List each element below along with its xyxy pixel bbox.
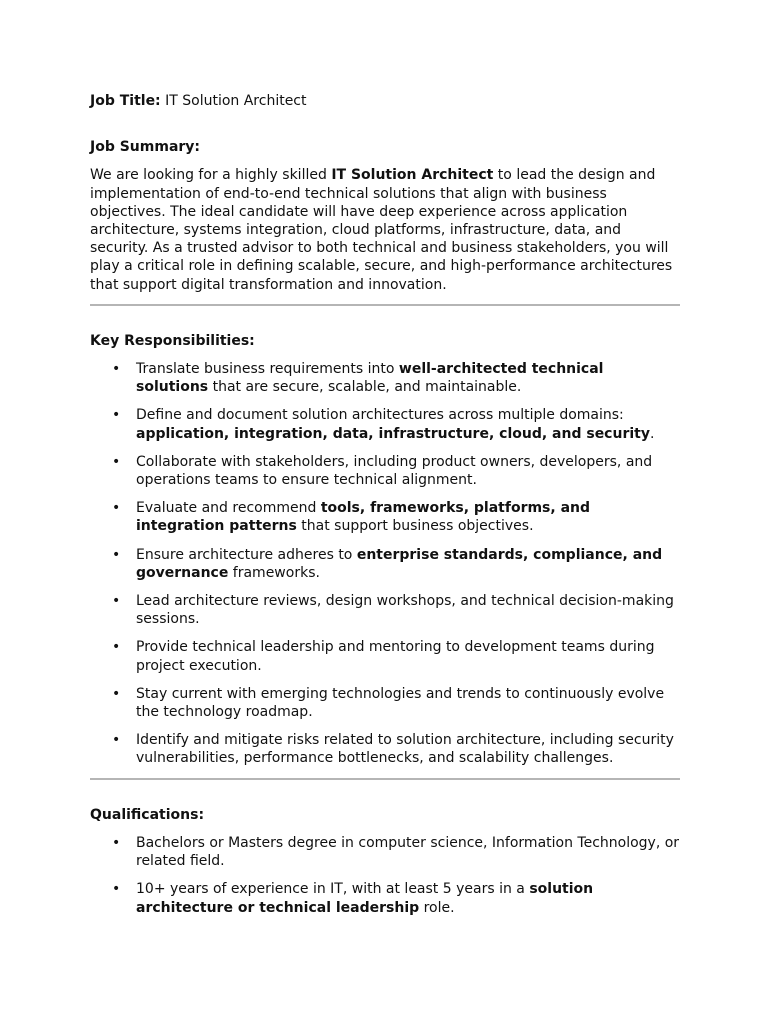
item-text: Ensure architecture adheres to [136,546,357,563]
bullet-marker: • [112,453,121,470]
item-text: frameworks. [228,564,320,581]
list-item [90,453,680,489]
bullet-marker: • [112,685,121,702]
job-title-value: IT Solution Architect [160,93,307,109]
item-text: Lead architecture reviews, design workshops, and technical decision-making sessions. [136,593,674,628]
bullet-marker: • [112,407,121,424]
item-bold-text: enterprise standards, compliance, and governance [136,546,663,581]
job-title-line [90,92,680,110]
list-item [90,499,680,535]
item-text: that are secure, scalable, and maintainable. [208,379,522,396]
list-item [90,360,680,396]
summary-paragraph [90,166,680,293]
bullet-marker: • [112,732,121,749]
responsibilities-heading: Key Responsibilities: [90,332,255,349]
list-item [90,638,680,674]
qualifications-heading: Qualifications: [90,806,205,823]
section-divider [90,304,680,306]
item-text: Translate business requirements into [136,361,399,378]
item-bold-text: tools, frameworks, platforms, and integration patterns [136,500,591,535]
item-bold-text: solution architecture or technical leadership [136,881,594,916]
item-text: Stay current with emerging technologies and trends to continuously evolve the technology roadmap. [136,685,665,721]
item-text: Collaborate with stakeholders, including product owners, developers, and operations teams to ensure technical alignment. [136,453,653,489]
item-text: Evaluate and recommend [136,500,321,517]
item-text: that support business objectives. [296,518,534,535]
summary-text-2: to lead the design and implementation of end-to-end technical solutions that align with business objectives. The ideal candidate will have deep experience across application architecture, systems integration, cloud platforms, infrastructure, data, and security. As a trusted advisor to both technical and business stakeholders, you will play a critical role in defining scalable, secure, and high-performance architectures that support digital transformation and innovation. [90,167,673,293]
bullet-marker: • [112,500,121,517]
item-text: Provide technical leadership and mentoring to development teams during project execution. [136,639,655,674]
item-text: . [649,425,655,442]
qualifications-list [90,834,680,917]
summary-text-1: We are looking for a highly skilled [90,167,332,184]
item-text: Define and document solution architectures across multiple domains: [136,407,624,424]
list-item [90,406,680,442]
item-bold-text: application, integration, data, infrastructure, cloud, and security [136,425,650,442]
item-bold-text: well-architected technical solutions [136,361,604,396]
list-item [90,546,680,582]
bullet-marker: • [112,546,121,563]
bullet-marker: • [112,834,121,851]
item-text: Bachelors or Masters degree in computer science, Information Technology, or related field. [136,834,680,870]
item-text: 10+ years of experience in IT, with at least 5 years in a [136,881,530,898]
item-text: role. [419,899,455,916]
responsibilities-list [90,360,680,768]
item-text: Identify and mitigate risks related to solution architecture, including security vulnerabilities, performance bottlenecks, and scalability challenges. [136,732,674,767]
job-title-label: Job Title: [90,93,161,109]
bullet-marker: • [112,639,121,656]
summary-heading: Job Summary: [90,139,201,156]
section-divider [90,778,680,780]
bullet-marker: • [112,593,121,610]
list-item [90,685,680,721]
list-item [90,731,680,767]
job-description-document [90,92,680,917]
list-item [90,880,680,916]
list-item [90,592,680,628]
summary-bold-role: IT Solution Architect [331,167,494,184]
list-item [90,834,680,870]
bullet-marker: • [112,881,121,898]
bullet-marker: • [112,361,121,378]
